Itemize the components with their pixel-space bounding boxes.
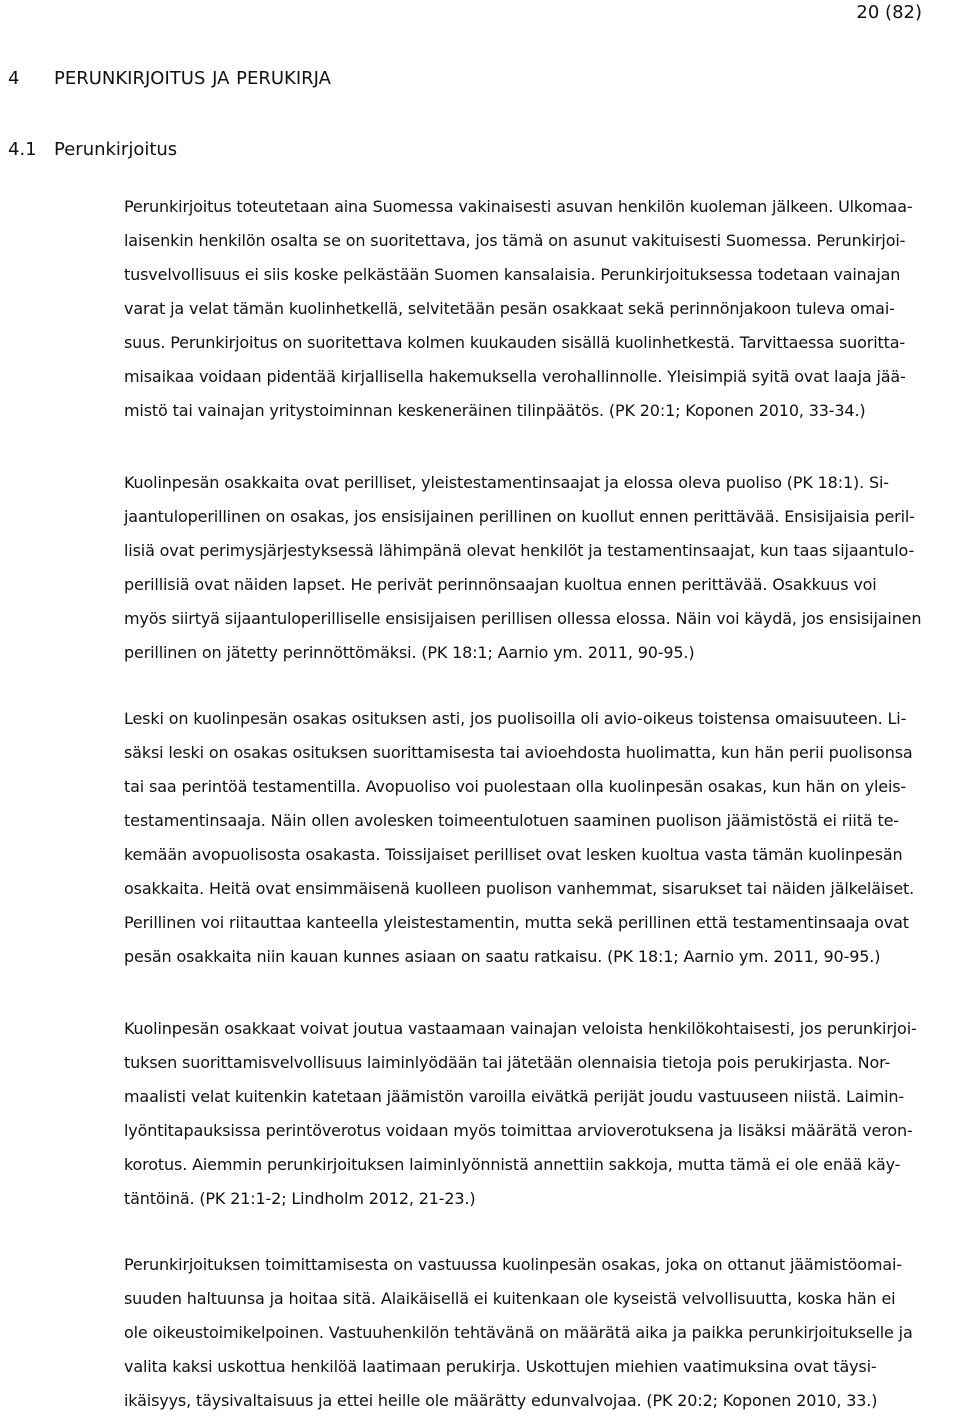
paragraph-line: Perillinen voi riitauttaa kanteella yleistestamentin, mutta sekä perillinen että testamentinsaaja ovat (124, 913, 909, 932)
paragraph-line: Perunkirjoitus toteutetaan aina Suomessa vakinaisesti asuvan henkilön kuoleman jälkeen. Ulkomaa- (124, 197, 913, 216)
paragraph-line: varat ja velat tämän kuolinhetkellä, selvitetään pesän osakkaat sekä perinnönjakoon tuleva omai- (124, 299, 895, 318)
paragraph-line: kemään avopuolisosta osakasta. Toissijaiset perilliset ovat lesken kuoltua vasta tämän kuolinpesän (124, 845, 903, 864)
page-number: 20 (82) (856, 2, 922, 23)
paragraph-line: ikäisyys, täysivaltaisuus ja ettei heille ole määrätty edunvalvojaa. (PK 20:2; Koponen 2010, 33.) (124, 1391, 878, 1410)
paragraph-line: perillinen on jätetty perinnöttömäksi. (PK 18:1; Aarnio ym. 2011, 90-95.) (124, 643, 695, 662)
paragraph-line: jaantuloperillinen on osakas, jos ensisijainen perillinen on kuollut ennen perittävää. Ensisijaisia peril- (124, 507, 915, 526)
paragraph-line: Leski on kuolinpesän osakas osituksen asti, jos puolisoilla oli avio-oikeus toistensa omaisuuteen. Li- (124, 709, 907, 728)
paragraph-line: suuden haltuunsa ja hoitaa sitä. Alaikäisellä ei kuitenkaan ole kyseistä velvollisuutta, koska hän ei (124, 1289, 896, 1308)
paragraph-line: myös siirtyä sijaantuloperilliselle ensisijaisen perillisen ollessa elossa. Näin voi käydä, jos ensisijainen (124, 609, 922, 628)
section-heading (8, 139, 177, 160)
paragraph-line: tusvelvollisuus ei siis koske pelkästään Suomen kansalaisia. Perunkirjoituksessa todetaan vainajan (124, 265, 901, 284)
paragraph-line: laisenkin henkilön osalta se on suoritettava, jos tämä on asunut vakituisesti Suomessa. Perunkirjoi- (124, 231, 906, 250)
paragraph-line: säksi leski on osakas osituksen suorittamisesta tai avioehdosta huolimatta, kun hän perii puolisonsa (124, 743, 913, 762)
paragraph-line: perillisiä ovat näiden lapset. He perivät perinnönsaajan kuoltua ennen perittävää. Osakkuus voi (124, 575, 877, 594)
paragraph-3 (124, 702, 954, 974)
paragraph-line: täntöinä. (PK 21:1-2; Lindholm 2012, 21-23.) (124, 1189, 476, 1208)
section-number: 4.1 (8, 139, 37, 160)
chapter-title: PERUNKIRJOITUS JA PERUKIRJA (54, 68, 331, 89)
section-title: Perunkirjoitus (54, 139, 178, 160)
paragraph-line: lisiä ovat perimysjärjestyksessä lähimpänä olevat henkilöt ja testamentinsaajat, kun taas sijaantulo- (124, 541, 915, 560)
paragraph-1 (124, 190, 954, 428)
paragraph-line: Perunkirjoituksen toimittamisesta on vastuussa kuolinpesän osakas, joka on ottanut jäämistöomai- (124, 1255, 902, 1274)
chapter-number: 4 (8, 68, 20, 89)
paragraph-line: tai saa perintöä testamentilla. Avopuoliso voi puolestaan olla kuolinpesän osakas, kun hän on yleis- (124, 777, 907, 796)
paragraph-5 (124, 1248, 954, 1418)
paragraph-line: misaikaa voidaan pidentää kirjallisella hakemuksella verohallinnolle. Yleisimpiä syitä ovat laaja jää- (124, 367, 906, 386)
paragraph-line: tuksen suorittamisvelvollisuus laiminlyödään tai jätetään olennaisia tietoja pois perukirjasta. Nor- (124, 1053, 891, 1072)
paragraph-line: mistö tai vainajan yritystoiminnan keskeneräinen tilinpäätös. (PK 20:1; Koponen 2010, 33-34.) (124, 401, 866, 420)
paragraph-line: Kuolinpesän osakkaita ovat perilliset, yleistestamentinsaajat ja elossa oleva puoliso (PK 18:1). Si- (124, 473, 889, 492)
paragraph-line: korotus. Aiemmin perunkirjoituksen laiminlyönnistä annettiin sakkoja, mutta tämä ei ole enää käy- (124, 1155, 901, 1174)
paragraph-line: lyöntitapauksissa perintöverotus voidaan myös toimittaa arvioverotuksena ja lisäksi määrätä veron- (124, 1121, 913, 1140)
paragraph-line: Kuolinpesän osakkaat voivat joutua vastaamaan vainajan veloista henkilökohtaisesti, jos perunkirjoi- (124, 1019, 917, 1038)
chapter-heading (8, 68, 331, 89)
paragraph-line: testamentinsaaja. Näin ollen avolesken toimeentulotuen saaminen puolison jäämistöstä ei riitä te- (124, 811, 899, 830)
paragraph-line: suus. Perunkirjoitus on suoritettava kolmen kuukauden sisällä kuolinhetkestä. Tarvittaessa suoritta- (124, 333, 906, 352)
paragraph-line: ole oikeustoimikelpoinen. Vastuuhenkilön tehtävänä on määrätä aika ja paikka perunkirjoitukselle ja (124, 1323, 913, 1342)
paragraph-line: osakkaita. Heitä ovat ensimmäisenä kuolleen puolison vanhemmat, sisarukset tai näiden jälkeläiset. (124, 879, 915, 898)
paragraph-line: valita kaksi uskottua henkilöä laatimaan perukirja. Uskottujen miehien vaatimuksina ovat täysi- (124, 1357, 877, 1376)
paragraph-2 (124, 466, 954, 670)
paragraph-line: maalisti velat kuitenkin katetaan jäämistön varoilla eivätkä perijät joudu vastuuseen niistä. Laimin- (124, 1087, 905, 1106)
paragraph-4 (124, 1012, 954, 1216)
paragraph-line: pesän osakkaita niin kauan kunnes asiaan on saatu ratkaisu. (PK 18:1; Aarnio ym. 2011, 90-95.) (124, 947, 881, 966)
